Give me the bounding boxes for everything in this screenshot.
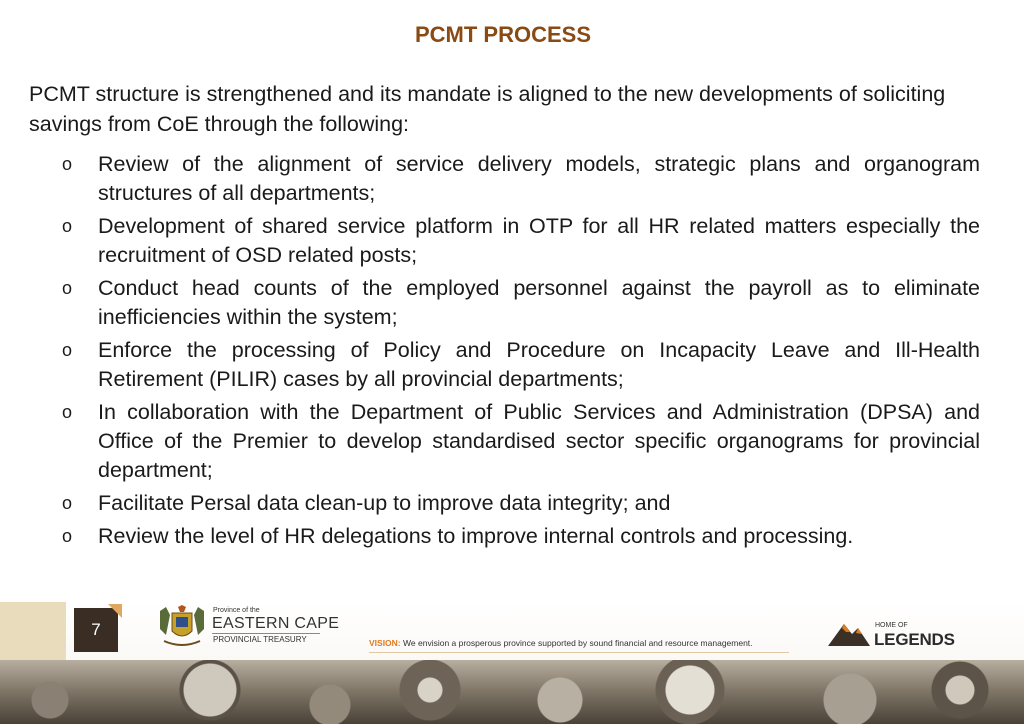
- list-item-text: Facilitate Persal data clean-up to improve data integrity; and: [98, 491, 671, 515]
- list-item-text: Review the level of HR delegations to improve internal controls and processing.: [98, 524, 854, 548]
- gears-banner-image: [0, 660, 1024, 724]
- province-divider: [212, 633, 320, 634]
- list-item-text: Development of shared service platform in OTP for all HR related matters especially the recruitment of OSD related posts;: [98, 214, 980, 267]
- bullet-marker: o: [62, 493, 73, 513]
- list-item: [62, 150, 980, 208]
- bullet-marker: o: [62, 216, 73, 236]
- bullet-marker: o: [62, 340, 73, 360]
- list-item: [62, 398, 980, 485]
- legends-wordmark: LEGENDS: [874, 630, 955, 649]
- vision-divider: [369, 652, 789, 653]
- list-item: [62, 336, 980, 394]
- province-prefix: Province of the: [213, 607, 260, 614]
- list-item-text: Review of the alignment of service delivery models, strategic plans and organogram structures of all departments;: [98, 152, 980, 205]
- bullet-list: [62, 150, 980, 555]
- list-item: [62, 212, 980, 270]
- list-item-text: Conduct head counts of the employed personnel against the payroll as to eliminate inefficiencies within the system;: [98, 276, 980, 329]
- legends-mountain-icon: [828, 618, 870, 648]
- bullet-marker: o: [62, 278, 73, 298]
- page-number: 7: [74, 608, 118, 652]
- tan-accent-block: [0, 602, 66, 660]
- bullet-marker: o: [62, 526, 73, 546]
- vision-label: VISION:: [369, 638, 401, 648]
- list-item: [62, 489, 980, 518]
- list-item-text: In collaboration with the Department of Public Services and Administration (DPSA) and Office of the Premier to develop standardised sector specific organograms for provincial department;: [98, 400, 980, 482]
- list-item: [62, 522, 980, 551]
- footer: [0, 602, 1024, 724]
- legends-prefix: HOME OF: [875, 622, 908, 629]
- page-number-accent: [108, 604, 122, 618]
- department-name: PROVINCIAL TREASURY: [213, 635, 307, 644]
- intro-paragraph: PCMT structure is strengthened and its mandate is aligned to the new developments of soliciting savings from CoE through the following:: [29, 82, 946, 136]
- list-item-text: Enforce the processing of Policy and Procedure on Incapacity Leave and Ill-Health Retirement (PILIR) cases by all provincial departments;: [98, 338, 980, 391]
- bullet-marker: o: [62, 402, 73, 422]
- page-title: PCMT PROCESS: [414, 22, 592, 47]
- list-item: [62, 274, 980, 332]
- bullet-marker: o: [62, 154, 73, 174]
- vision-text: We envision a prosperous province supported by sound financial and resource management.: [403, 638, 753, 648]
- province-name: EASTERN CAPE: [212, 615, 340, 632]
- vision-statement: [369, 638, 753, 648]
- coat-of-arms-icon: [156, 605, 208, 649]
